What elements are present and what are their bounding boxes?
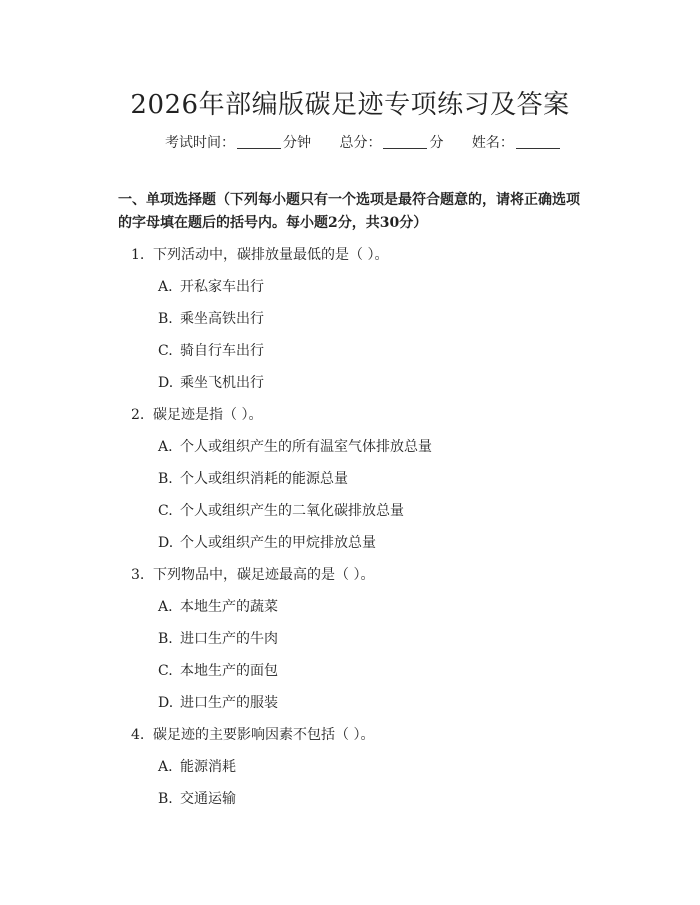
question-text: 碳足迹的主要影响因素不包括（ ）。 — [153, 727, 375, 743]
option-text: 乘坐飞机出行 — [180, 375, 264, 391]
section-heading: 一、单项选择题（下列每小题只有一个选项是最符合题意的，请将正确选项的字母填在题后的括号内。每小题2分，共30分） — [118, 192, 580, 231]
question-1-option-d — [158, 372, 264, 392]
option-letter: A. — [158, 759, 173, 775]
option-text: 个人或组织产生的甲烷排放总量 — [180, 535, 376, 551]
option-text: 个人或组织消耗的能源总量 — [180, 471, 348, 487]
question-2-option-b — [158, 468, 348, 488]
option-letter: A. — [158, 599, 173, 615]
question-2-option-a — [158, 436, 432, 456]
question-number: 3. — [131, 567, 145, 583]
option-text: 进口生产的牛肉 — [180, 631, 278, 647]
question-3-option-a — [158, 596, 278, 616]
option-letter: D. — [158, 535, 174, 551]
question-1 — [131, 244, 388, 264]
option-text: 能源消耗 — [180, 759, 236, 775]
question-text: 碳足迹是指（ ）。 — [153, 407, 263, 423]
question-text: 下列活动中，碳排放量最低的是（ ）。 — [153, 247, 389, 263]
question-number: 2. — [131, 407, 145, 423]
exam-time-unit: 分钟 — [283, 135, 311, 151]
exam-info-line — [165, 132, 562, 152]
question-4-option-b — [158, 788, 236, 808]
option-text: 乘坐高铁出行 — [180, 311, 264, 327]
option-letter: B. — [158, 791, 173, 807]
question-4-option-a — [158, 756, 236, 776]
option-letter: D. — [158, 695, 174, 711]
option-letter: C. — [158, 343, 173, 359]
option-text: 个人或组织产生的二氧化碳排放总量 — [180, 503, 404, 519]
option-text: 本地生产的面包 — [180, 663, 278, 679]
question-1-option-b — [158, 308, 264, 328]
question-4 — [131, 724, 374, 744]
total-score-label: 总分： — [339, 135, 382, 151]
question-number: 4. — [131, 727, 145, 743]
exam-time-blank — [237, 134, 281, 149]
option-text: 骑自行车出行 — [180, 343, 264, 359]
option-letter: D. — [158, 375, 174, 391]
option-letter: B. — [158, 631, 173, 647]
question-number: 1. — [131, 247, 145, 263]
student-name-blank — [516, 134, 560, 149]
question-1-option-a — [158, 276, 264, 296]
option-text: 交通运输 — [180, 791, 236, 807]
student-name-field — [472, 132, 562, 152]
question-3-option-b — [158, 628, 278, 648]
option-letter: A. — [158, 439, 173, 455]
total-score-unit: 分 — [429, 135, 444, 151]
total-score-field — [339, 132, 443, 152]
total-score-blank — [383, 134, 427, 149]
option-letter: C. — [158, 503, 173, 519]
exam-time-field — [165, 132, 311, 152]
question-1-option-c — [158, 340, 264, 360]
option-letter: B. — [158, 311, 173, 327]
question-2-option-c — [158, 500, 404, 520]
option-letter: A. — [158, 279, 173, 295]
option-text: 个人或组织产生的所有温室气体排放总量 — [180, 439, 432, 455]
student-name-label: 姓名： — [471, 135, 514, 151]
option-letter: C. — [158, 663, 173, 679]
question-3-option-d — [158, 692, 278, 712]
option-letter: B. — [158, 471, 173, 487]
exam-time-label: 考试时间： — [165, 135, 235, 151]
question-2-option-d — [158, 532, 376, 552]
question-2 — [131, 404, 262, 424]
document-title: 2026年部编版碳足迹专项练习及答案 — [130, 90, 570, 120]
option-text: 进口生产的服装 — [180, 695, 278, 711]
option-text: 开私家车出行 — [180, 279, 264, 295]
question-text: 下列物品中，碳足迹最高的是（ ）。 — [153, 567, 375, 583]
question-3-option-c — [158, 660, 278, 680]
question-3 — [131, 564, 374, 584]
option-text: 本地生产的蔬菜 — [180, 599, 278, 615]
